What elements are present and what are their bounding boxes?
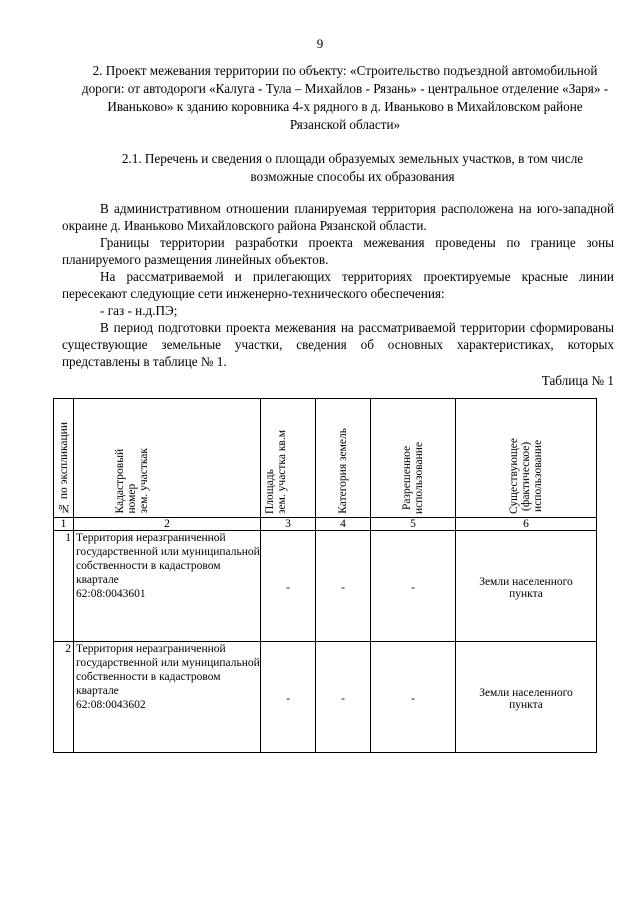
paragraph: В административном отношении планируемая территория расположена на юго-западной окраине д. Иваньково Михайловского района Рязанской области.	[62, 201, 614, 233]
area-cell: -	[261, 531, 316, 642]
cadastral-number: 62:08:0043601	[76, 588, 146, 600]
paragraph: На рассматриваемой и прилегающих территориях проектируемые красные линии пересекают следующие сети инженерно-технического обеспечения:	[62, 269, 614, 301]
parcel-description	[74, 531, 261, 642]
column-number: 4	[316, 518, 371, 531]
permitted-use-cell: -	[371, 642, 456, 753]
section-heading: 2. Проект межевания территории по объекту: «Строительство подъездной автомобильной дороги: от автодороги «Калуга - Тула – Михайлов - Рязань» - центральное отделение «Заря» - Иваньково» к зданию коровника 4-х рядного в д. Иваньково в Михайловском районе Рязанской области»	[81, 63, 609, 132]
header-cell: Площадь зем. участка кв.м	[261, 399, 316, 518]
actual-use-cell: Земли населенного пункта	[456, 642, 597, 753]
paragraph: - газ - н.д.ПЭ;	[100, 303, 178, 318]
table-caption: Таблица № 1	[541, 373, 614, 388]
header-cell: № по экспликации	[54, 399, 74, 518]
column-number: 2	[74, 518, 261, 531]
table-row	[54, 642, 597, 753]
cadastral-number: 62:08:0043602	[76, 699, 146, 711]
parcel-description	[74, 642, 261, 753]
header-cell: Разрешенное использование	[371, 399, 456, 518]
header-cell: Категория земель	[316, 399, 371, 518]
permitted-use-cell: -	[371, 531, 456, 642]
parcel-description-text: Территория неразграниченной государственной или муниципальной собственности в кадастровом квартале	[76, 643, 260, 697]
row-index: 2	[54, 642, 74, 753]
subsection-heading: 2.1. Перечень и сведения о площади образуемых земельных участков, в том числе возможные способы их образования	[121, 151, 584, 184]
table-header-row	[54, 399, 597, 518]
header-cell: Существующее (фактическое) использование	[456, 399, 597, 518]
parcel-description-text: Территория неразграниченной государственной или муниципальной собственности в кадастровом квартале	[76, 532, 260, 586]
row-index: 1	[54, 531, 74, 642]
paragraph: Границы территории разработки проекта межевания проведены по границе зоны планируемого размещения линейных объектов.	[62, 235, 614, 267]
page-number: 9	[316, 36, 324, 51]
column-number: 1	[54, 518, 74, 531]
category-cell: -	[316, 531, 371, 642]
column-number-row	[54, 518, 597, 531]
actual-use-cell: Земли населенного пункта	[456, 531, 597, 642]
column-number: 5	[371, 518, 456, 531]
parcels-table	[53, 398, 597, 753]
category-cell: -	[316, 642, 371, 753]
header-cell: Кадастровый номер зем. участкак	[74, 399, 261, 518]
column-number: 6	[456, 518, 597, 531]
area-cell: -	[261, 642, 316, 753]
table-row	[54, 531, 597, 642]
column-number: 3	[261, 518, 316, 531]
paragraph: В период подготовки проекта межевания на рассматриваемой территории сформированы существующие земельные участки, сведения об основных характеристиках, которых представлены в таблице № 1.	[62, 320, 614, 369]
body-text	[62, 200, 614, 370]
